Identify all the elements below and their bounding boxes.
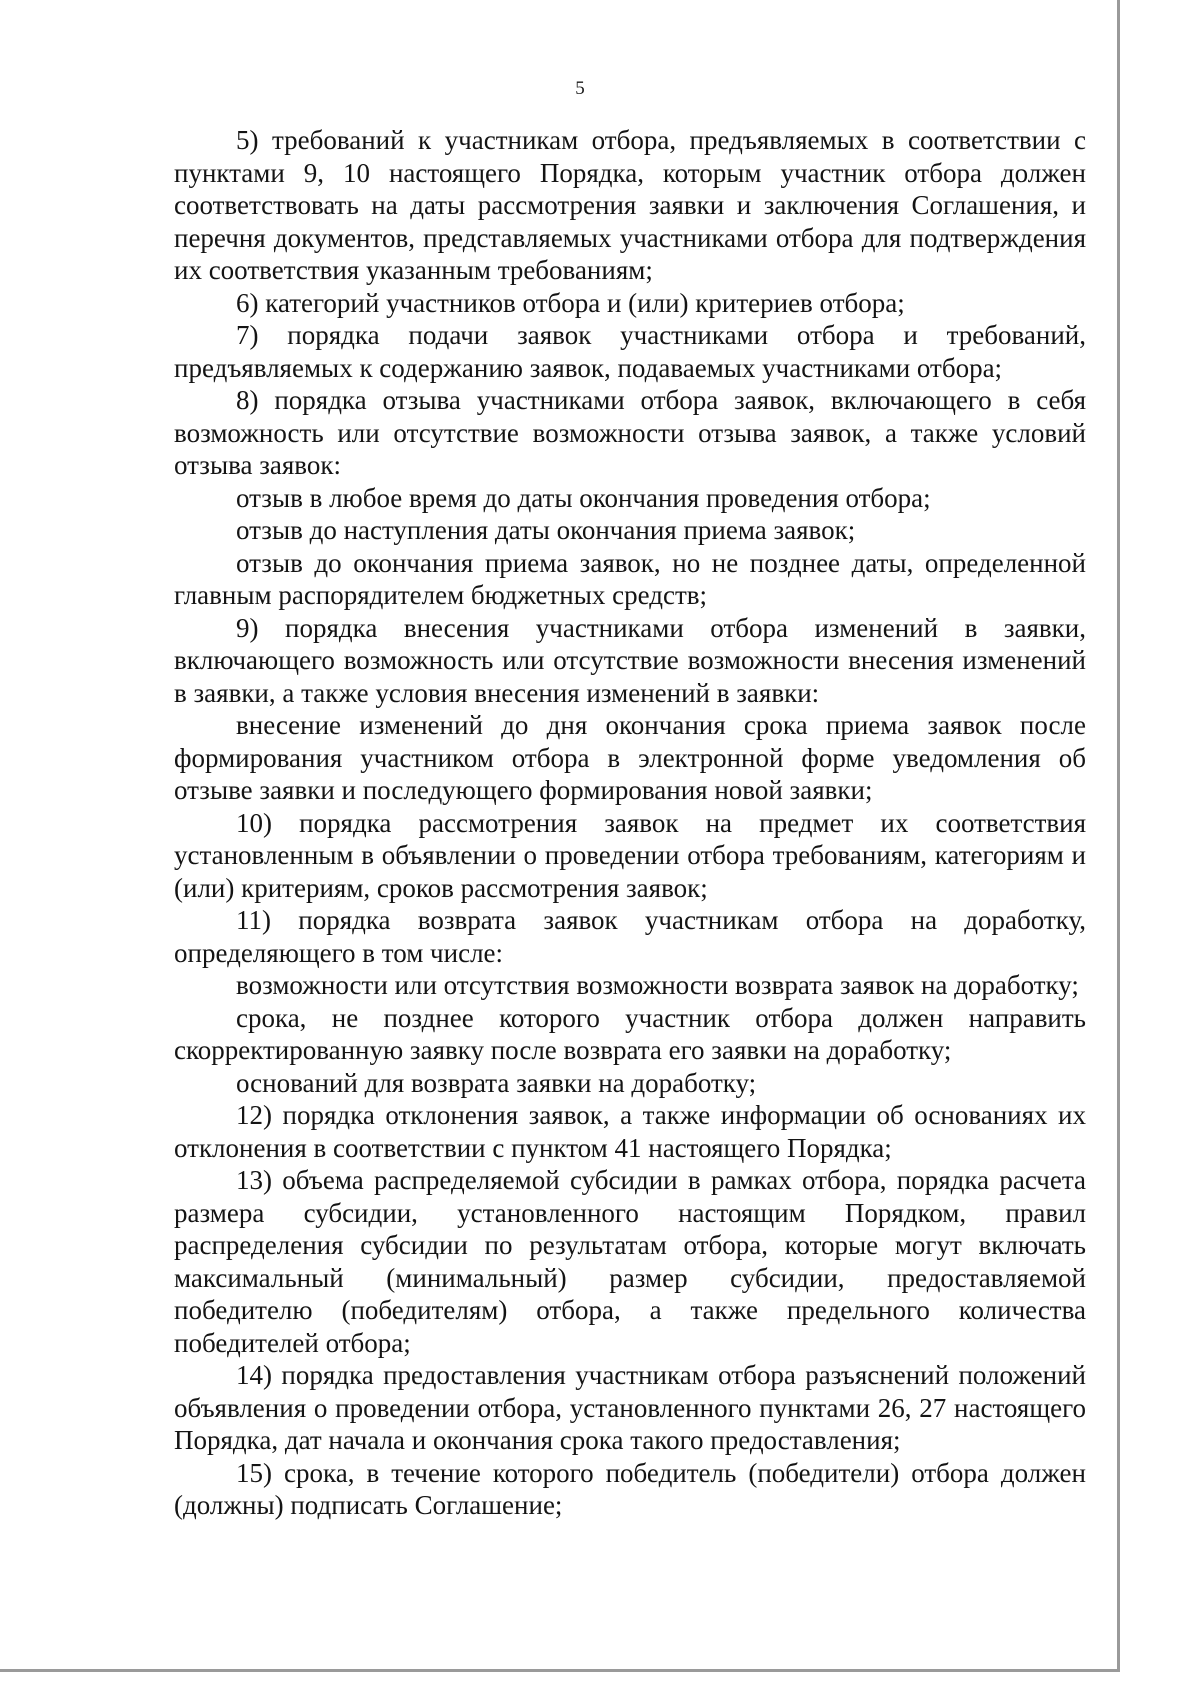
page-number: 5 xyxy=(575,78,585,99)
paragraph-item-7-submission: 7) порядка подачи заявок участниками отбора и требований, предъявляемых к содержанию заявок, подаваемых участниками отбора; xyxy=(174,320,1086,383)
paragraph-item-11-return: 11) порядка возврата заявок участникам отбора на доработку, определяющего в том числе: xyxy=(174,905,1086,968)
paragraph-item-12-rejection: 12) порядка отклонения заявок, а также информации об основаниях их отклонения в соответствии с пунктом 41 настоящего Порядка; xyxy=(174,1100,1086,1163)
paragraph-item-15-signing: 15) срока, в течение которого победитель (победители) отбора должен (должны) подписать Соглашение; xyxy=(174,1457,1086,1520)
paragraph-return-option-1: возможности или отсутствия возможности возврата заявок на доработку; xyxy=(236,970,1079,1000)
paragraph-withdrawal-option-2: отзыв до наступления даты окончания приема заявок; xyxy=(236,515,856,545)
paragraph-item-9-changes: 9) порядка внесения участниками отбора изменений в заявки, включающего возможность или отсутствие возможности внесения изменений в заявки, а также условия внесения изменений в заявки: xyxy=(174,612,1086,708)
paragraph-withdrawal-option-3: отзыв до окончания приема заявок, но не позднее даты, определенной главным распорядителем бюджетных средств; xyxy=(174,547,1086,610)
document-body xyxy=(174,124,1086,1522)
paragraph-changes-condition: внесение изменений до дня окончания срока приема заявок после формирования участником отбора в электронной форме уведомления об отзыве заявки и последующего формирования новой заявки; xyxy=(174,710,1086,805)
paragraph-item-6-categories: 6) категорий участников отбора и (или) критериев отбора; xyxy=(236,287,905,318)
paragraph-item-8-withdrawal: 8) порядка отзыва участниками отбора заявок, включающего в себя возможность или отсутствие возможности отзыва заявок, а также условий отзыва заявок: xyxy=(174,385,1086,480)
paragraph-item-13-subsidy: 13) объема распределяемой субсидии в рамках отбора, порядка расчета размера субсидии, установленного настоящим Порядком, правил распределения субсидии по результатам отбора, которые могут включать максимальный (минимальный) размер субсидии, предоставляемой победителю (победителям) отбора, а также предельного количества победителей отбора; xyxy=(174,1165,1086,1358)
paragraph-item-14-clarifications: 14) порядка предоставления участникам отбора разъяснений положений объявления о проведении отбора, установленного пунктами 26, 27 настоящего Порядка, дат начала и окончания срока такого предоставления; xyxy=(174,1360,1086,1455)
paragraph-return-option-2: срока, не позднее которого участник отбора должен направить скорректированную заявку после возврата его заявки на доработку; xyxy=(174,1002,1086,1065)
paragraph-withdrawal-option-1: отзыв в любое время до даты окончания проведения отбора; xyxy=(236,482,931,513)
paragraph-item-5-requirements: 5) требований к участникам отбора, предъявляемых в соответствии с пунктами 9, 10 настоящего Порядка, которым участник отбора должен соответствовать на даты рассмотрения заявки и заключения Соглашения, и перечня документов, представляемых участниками отбора для подтверждения их соответствия указанным требованиям; xyxy=(174,125,1086,285)
paragraph-item-10-review: 10) порядка рассмотрения заявок на предмет их соответствия установленным в объявлении о проведении отбора требованиям, категориям и (или) критериям, сроков рассмотрения заявок; xyxy=(174,807,1086,903)
paragraph-return-option-3: оснований для возврата заявки на доработку; xyxy=(236,1067,757,1098)
